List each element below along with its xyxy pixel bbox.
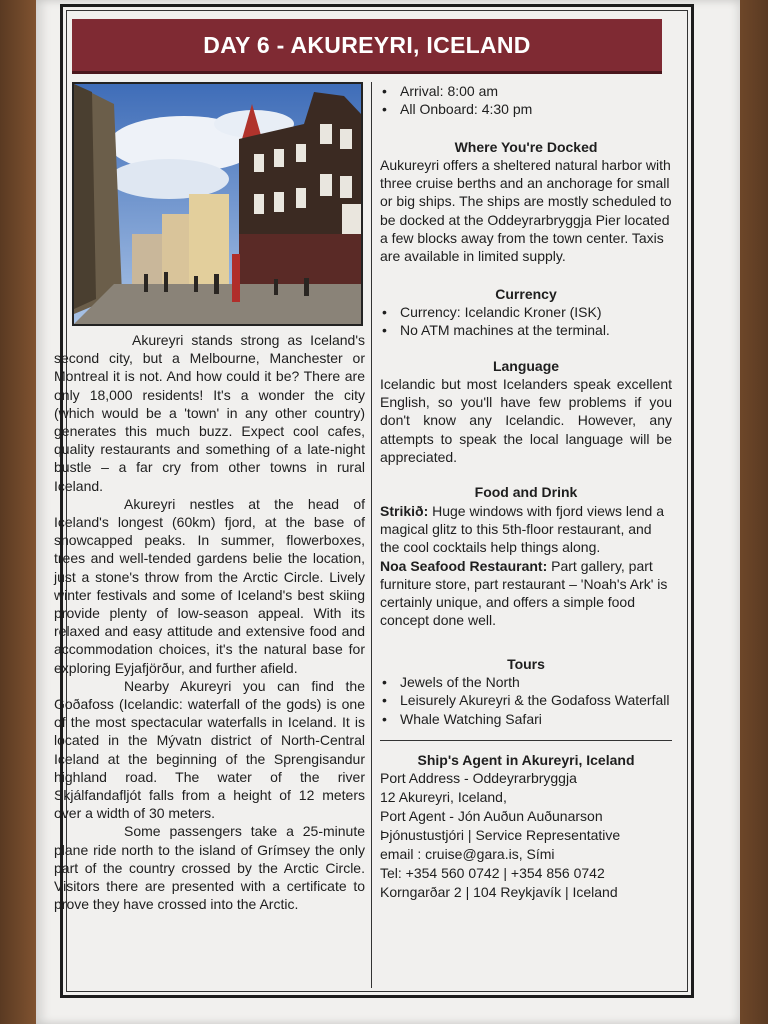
food-item bbox=[380, 557, 672, 630]
food-heading: Food and Drink bbox=[474, 484, 578, 501]
docked-text: Aukureyri offers a sheltered natural harbor with three cruise berths and an anchorage for small or big ships. The ships are mostly scheduled to be docked at the Oddeyrarbryggja Pier located a few blocks away from the town center. Taxis are available in limited supply. bbox=[380, 156, 672, 265]
restaurant-name: Noa Seafood Restaurant: bbox=[380, 557, 548, 574]
fjord-paragraph: Akureyri nestles at the head of Iceland's longest (60km) fjord, at the base of snowcapped peaks. In summer, flowerboxes, trees and well-tended gardens belie the location, just a stone's throw from the Arctic Circle. Lively winter festivals and some of Iceland's best skiing provide plenty of low-season appeal. With its relaxed and easy attitude and extensive food and accommodation choices, it's the natural base for exploring Eyjafjörður, and further afield. bbox=[54, 495, 365, 676]
left-column bbox=[54, 331, 365, 914]
title-banner bbox=[72, 19, 662, 74]
agent-line: Port Address - Oddeyrarbryggja bbox=[380, 770, 577, 787]
intro-paragraph: Akureyri stands strong as Iceland's second city, but a Melbourne, Manchester or Montreal it is not. And how could it be? There are only 18,000 residents! It's a wonder the city (which would be a 'town' in any other country) generates this much buzz. Expect cool cafes, quality restaurants and something of a late-night bustle – a far cry from other towns in rural Iceland. bbox=[54, 332, 365, 494]
agent-line: Tel: +354 560 0742 | +354 856 0742 bbox=[380, 865, 605, 882]
tours-list bbox=[380, 673, 672, 728]
agent-heading: Ship's Agent in Akureyri, Iceland bbox=[417, 751, 635, 768]
all-onboard-time: • All Onboard: 4:30 pm bbox=[380, 100, 672, 118]
restaurant-description: Part gallery, part furniture store, part restaurant – 'Noah's Ark' is certainly unique, and offers a simple food concept done well. bbox=[380, 557, 668, 629]
section-divider bbox=[380, 740, 672, 741]
tour-item: • Jewels of the North bbox=[380, 673, 672, 691]
agent-line: Þjónustustjóri | Service Representative bbox=[380, 827, 621, 844]
currency-list bbox=[380, 303, 672, 340]
agent-line: 12 Akureyri, Iceland, bbox=[380, 789, 507, 806]
akureyri-street-photo bbox=[72, 82, 363, 326]
tour-item: • Whale Watching Safari bbox=[380, 710, 672, 728]
waterfall-paragraph: Nearby Akureyri you can find the Goðafoss (Icelandic: waterfall of the gods) is one of the most spectacular waterfalls in Iceland. It is located in the Mývatn district of North-Central Iceland at the beginning of the Sprengisandur highland road. The water of the river Skjálfandafljót falls from a height of 12 meters over a width of 30 meters. bbox=[54, 677, 365, 822]
restaurant-description: Huge windows with fjord views lend a magical glitz to this 5th-floor restaurant, and the cool cocktails help things along. bbox=[380, 502, 665, 556]
agent-line: Port Agent - Jón Auðun Auðunarson bbox=[380, 808, 603, 825]
tours-heading: Tours bbox=[507, 655, 545, 672]
arrival-time: • Arrival: 8:00 am bbox=[380, 82, 672, 100]
docked-heading: Where You're Docked bbox=[454, 138, 598, 155]
food-item bbox=[380, 502, 672, 557]
tour-item: • Leisurely Akureyri & the Godafoss Waterfall bbox=[380, 691, 672, 709]
times-list bbox=[380, 82, 672, 119]
page-title: DAY 6 - AKUREYRI, ICELAND bbox=[203, 31, 531, 58]
currency-item: • Currency: Icelandic Kroner (ISK) bbox=[380, 303, 672, 321]
currency-item: • No ATM machines at the terminal. bbox=[380, 321, 672, 339]
grimsey-paragraph: Some passengers take a 25-minute plane ride north to the island of Grímsey the only part of the country crossed by the Arctic Circle. Visitors there are presented with a certificate to prove they have crossed into the Arctic. bbox=[54, 823, 365, 913]
agent-line: Korngarðar 2 | 104 Reykjavík | Iceland bbox=[380, 884, 618, 901]
currency-heading: Currency bbox=[495, 285, 557, 302]
column-divider bbox=[371, 82, 372, 988]
right-column bbox=[380, 82, 672, 902]
language-heading: Language bbox=[492, 357, 560, 374]
restaurant-name: Strikið: bbox=[380, 502, 429, 519]
agent-line: email : cruise@gara.is, Sími bbox=[380, 846, 555, 863]
language-text: Icelandic but most Icelanders speak excellent English, so you'll have few problems if you don't know any Icelandic. However, any attempts to speak the local language will be appreciated. bbox=[380, 375, 672, 466]
